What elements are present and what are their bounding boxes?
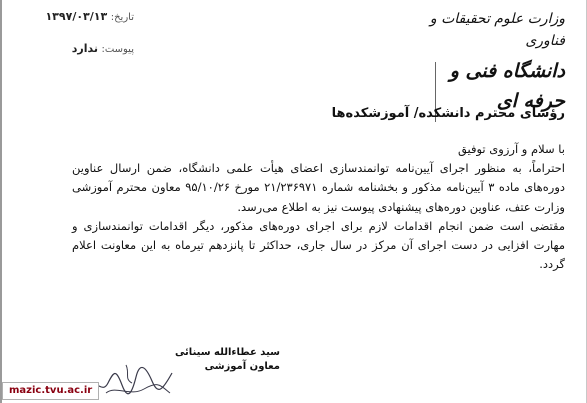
- attachment-label: پیوست:: [101, 44, 134, 55]
- date-label: تاریخ:: [110, 12, 134, 23]
- ministry-name: وزارت علوم تحقیقات و فناوری: [429, 11, 565, 49]
- page-left-border: [0, 0, 2, 403]
- university-name: دانشگاه فنی و حرفه ای: [449, 60, 565, 112]
- addressee: رؤسای محترم دانشکده/ آموزشکده‌ها: [331, 106, 565, 121]
- handwritten-signature: [86, 355, 176, 399]
- paragraph-1: احتراماً، به منظور اجرای آیین‌نامه توانمندسازی اعضای هیأت علمی دانشگاه، ضمن ارسال عناوین دوره‌های ماده ۳ آیین‌نامه مذکور و بخشنامه شماره ۲۱/۲۳۶۹۷۱ مورخ ۹۵/۱۰/۲۶ معاون محترم آموزشی وزارت عتف، عناوین دوره‌های پیشنهادی پیوست نیز به اطلاع می‌رسد.: [72, 161, 565, 214]
- paragraph-2: مقتضی است ضمن انجام اقدامات لازم برای اجرای دوره‌های مذکور، دیگر اقدامات توانمندسازی و مهارت افزایی در دست اجرای آن مرکز در سال جاری، حداکثر تا پانزدهم تیرماه به این معاونت اعلام گردد.: [72, 218, 565, 272]
- greeting: با سلام و آرزوی توفیق: [457, 142, 565, 156]
- date-field: [14, 10, 134, 23]
- letter-body: [72, 140, 565, 274]
- date-value: ۱۳۹۷/۰۳/۱۳: [45, 10, 108, 23]
- attachment-value: ندارد: [71, 42, 98, 55]
- signatory-name: سید عطاءالله سینائی: [174, 347, 280, 358]
- letterhead: [415, 8, 565, 116]
- signatory-title: معاون آموزشی: [204, 361, 280, 372]
- attachment-field: [14, 42, 134, 55]
- site-watermark: mazic.tvu.ac.ir: [2, 382, 99, 400]
